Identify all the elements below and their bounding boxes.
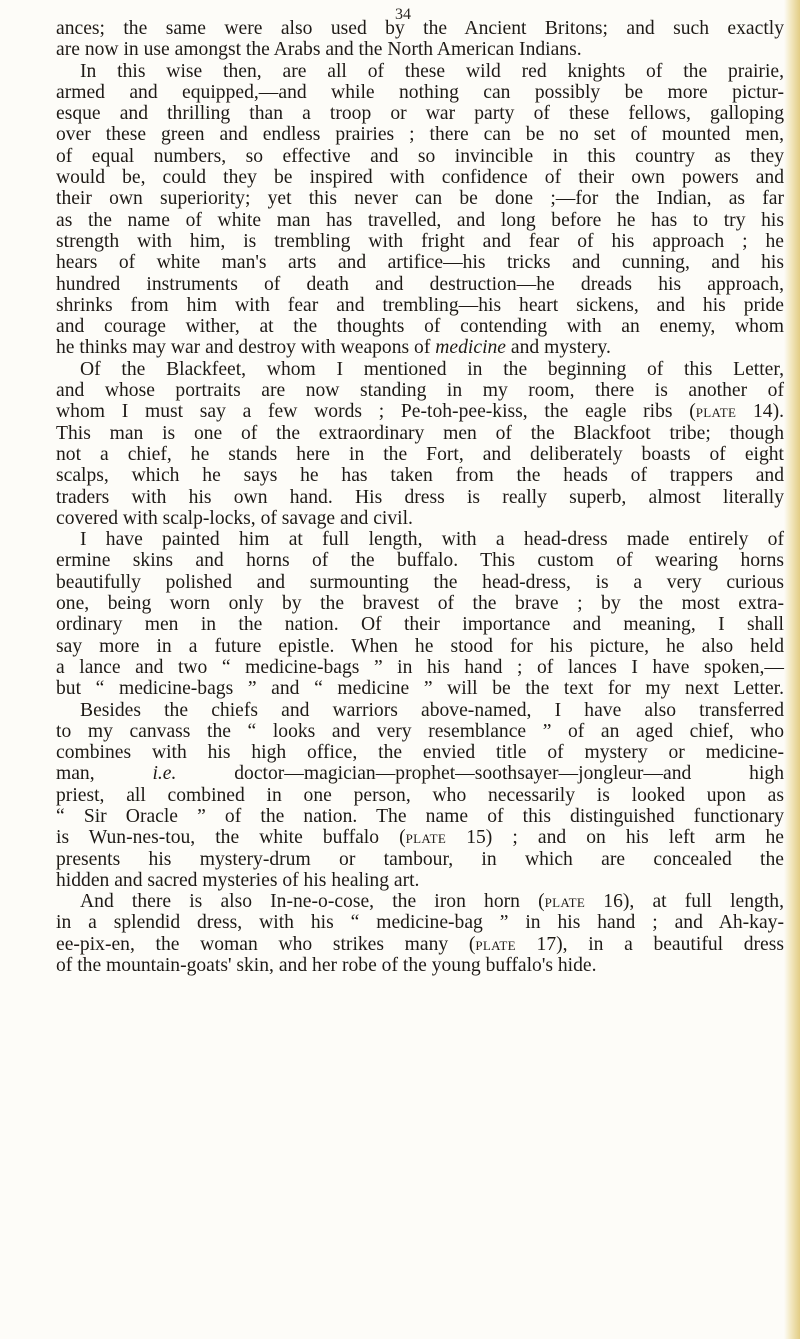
italic-word: i.e. [152, 763, 177, 785]
plate-reference: plate [405, 827, 447, 848]
text-line: hundred instruments of death and destruction—he dreads his approach, [56, 273, 784, 295]
text-line: esque and thrilling than a troop or war party of these fellows, galloping [56, 103, 784, 125]
text-line: ordinary men in the nation. Of their importance and meaning, I shall [56, 614, 784, 636]
text-line: in a splendid dress, with his “ medicine-bag ” in his hand ; and Ah-kay- [56, 912, 784, 934]
text-line: ances; the same were also used by the Ancient Britons; and such exactly [56, 18, 784, 39]
text-line: armed and equipped,—and while nothing can possibly be more pictur- [56, 81, 784, 103]
page-edge-shading [784, 0, 800, 1339]
text-line: ee-pix-en, the woman who strikes many (plate 17), in a beautiful dress [56, 933, 785, 955]
text-line: Besides the chiefs and warriors above-named, I have also transferred [80, 699, 784, 721]
text-line: Of the Blackfeet, whom I mentioned in the beginning of this Letter, [80, 358, 784, 380]
text-line: he thinks may war and destroy with weapons of medicine and mystery. [56, 337, 611, 359]
text-line: presents his mystery-drum or tambour, in which are concealed the [56, 848, 784, 870]
text-line: as the name of white man has travelled, and long before he has to try his [56, 209, 784, 231]
text-line: but “ medicine-bags ” and “ medicine ” will be the text for my next Letter. [56, 678, 784, 700]
body-text [56, 18, 784, 976]
text-line: of the mountain-goats' skin, and her robe of the young buffalo's hide. [56, 955, 597, 977]
text-line: In this wise then, are all of these wild red knights of the prairie, [80, 60, 784, 82]
text-line: I have painted him at full length, with a head-dress made entirely of [80, 529, 784, 551]
text-line: This man is one of the extraordinary men of the Blackfoot tribe; though [56, 422, 784, 444]
text-line: hidden and sacred mysteries of his healing art. [56, 869, 420, 891]
text-line: and courage wither, at the thoughts of contending with an enemy, whom [56, 316, 784, 338]
text-line: is Wun-nes-tou, the white buffalo (plate 15) ; and on his left arm he [56, 827, 784, 849]
text-line: strength with him, is trembling with fright and fear of his approach ; he [56, 230, 784, 252]
text-line: priest, all combined in one person, who necessarily is looked upon as [56, 784, 784, 806]
text-line: to my canvass the “ looks and very resemblance ” of an aged chief, who [56, 720, 784, 742]
text-line: And there is also In-ne-o-cose, the iron horn (plate 16), at full length, [80, 891, 784, 913]
text-line: their own superiority; yet this never can be done ;—for the Indian, as far [56, 188, 784, 210]
text-line: traders with his own hand. His dress is really superb, almost literally [56, 486, 784, 508]
text-line: combines with his high office, the envied title of mystery or medicine- [56, 742, 784, 764]
text-line: whom I must say a few words ; Pe-toh-pee-kiss, the eagle ribs (plate 14). [56, 401, 785, 423]
plate-reference: plate [544, 891, 586, 912]
text-line: “ Sir Oracle ” of the nation. The name of this distinguished functionary [56, 805, 784, 827]
text-line: hears of white man's arts and artifice—his tricks and cunning, and his [56, 252, 784, 274]
text-line: are now in use amongst the Arabs and the North American Indians. [56, 39, 582, 61]
text-line: shrinks from him with fear and trembling—his heart sickens, and his pride [56, 294, 784, 316]
text-line: of equal numbers, so effective and so invincible in this country as they [56, 145, 784, 167]
text-line: over these green and endless prairies ; there can be no set of mounted men, [56, 124, 784, 146]
text-line: beautifully polished and surmounting the head-dress, is a very curious [56, 571, 784, 593]
plate-reference: plate [475, 933, 516, 954]
page-number: 34 [395, 6, 411, 23]
text-line: not a chief, he stands here in the Fort, and deliberately boasts of eight [56, 443, 784, 465]
text-line: a lance and two “ medicine-bags ” in his hand ; of lances I have spoken,— [56, 656, 784, 678]
italic-word: medicine [435, 337, 507, 359]
text-line: man, i.e. doctor—magician—prophet—soothsayer—jongleur—and high [56, 763, 784, 785]
text-line: would be, could they be inspired with confidence of their own powers and [56, 167, 784, 189]
plate-reference: plate [695, 401, 737, 422]
text-line: say more in a future epistle. When he stood for his picture, he also held [56, 635, 784, 657]
text-line: one, being worn only by the bravest of the brave ; by the most extra- [56, 593, 784, 615]
text-line: covered with scalp-locks, of savage and civil. [56, 507, 413, 529]
text-line: ermine skins and horns of the buffalo. This custom of wearing horns [56, 550, 784, 572]
text-line: scalps, which he says he has taken from the heads of trappers and [56, 465, 784, 487]
text-line: and whose portraits are now standing in my room, there is another of [56, 380, 784, 402]
